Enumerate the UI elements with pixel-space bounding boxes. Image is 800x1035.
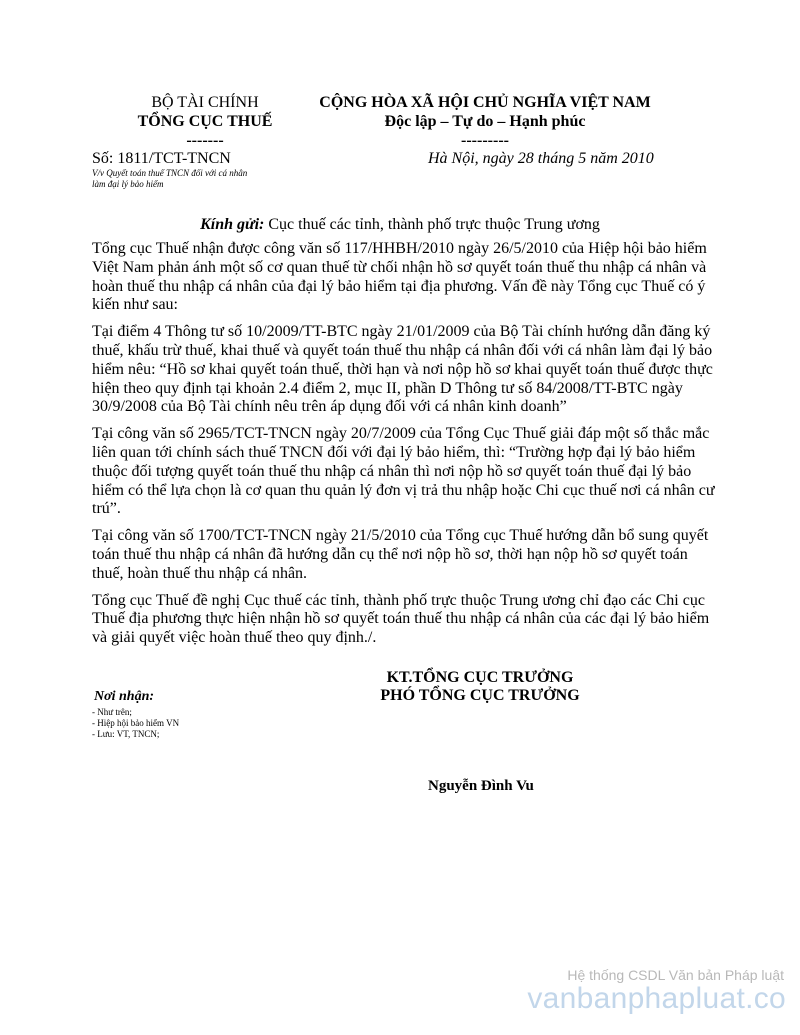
signature-title-line: KT.TỔNG CỤC TRƯỞNG [386,669,574,686]
signature-title-block [380,669,580,705]
subject-line: V/v Quyết toán thuế TNCN đối với cá nhân [92,168,248,178]
body-paragraph: Tại điểm 4 Thông tư số 10/2009/TT-BTC ngày 21/01/2009 của Bộ Tài chính hướng dẫn đăng ký thuế, khấu trừ thuế, khai thuế và quyết toán thuế thu nhập cá nhân đối với cá nhân làm đại lý bảo hiểm nêu: “Hồ sơ khai quyết toán thuế, thời hạn và nơi nộp hồ sơ khai quyết toán thuế được thực hiện theo quy định tại khoản 2.4 điểm 2, mục II, phần D Thông tư số 84/2008/TT-BTC ngày 30/9/2008 của Bộ Tài chính nêu trên áp dụng đối với cá nhân kinh doanh” [92,323,713,416]
document-subject [92,168,292,190]
greeting-text: Cục thuế các tỉnh, thành phố trực thuộc Trung ương [264,216,600,233]
ministry-name: BỘ TÀI CHÍNH [151,94,259,111]
greeting-label: Kính gửi: [200,216,265,233]
document-body [92,240,720,656]
body-paragraph: Tổng cục Thuế nhận được công văn số 117/HHBH/2010 ngày 26/5/2010 của Hiệp hội bảo hiểm Việt Nam phản ánh một số cơ quan thuế từ chối nhận hồ sơ quyết toán thuế thu nhập cá nhân và hoàn thuế thu nhập cá nhân của đại lý bảo hiểm tại địa phương. Vấn đề này Tổng cục Thuế có ý kiến như sau: [92,240,707,314]
right-divider: --------- [461,132,509,149]
place-date: Hà Nội, ngày 28 tháng 5 năm 2010 [428,150,654,167]
department-name: TỔNG CỤC THUẾ [137,113,273,130]
document-number: Số: 1811/TCT-TNCN [92,150,231,167]
signer-name: Nguyễn Đình Vu [428,778,534,794]
national-header-block [300,93,670,150]
recipient-item: - Lưu: VT, TNCN; [92,729,160,739]
left-divider: ------- [186,132,224,149]
greeting-line [92,216,708,234]
recipients-list [92,707,179,740]
issuing-agency-block [110,93,300,150]
body-paragraph: Tại công văn số 2965/TCT-TNCN ngày 20/7/2009 của Tổng Cục Thuế giải đáp một số thắc mắc liên quan tới chính sách thuế TNCN đối với đại lý bảo hiểm, thì: “Trường hợp đại lý bảo hiểm thuộc đối tượng quyết toán thuế thu nhập cá nhân thì nơi nộp hồ sơ quyết toán thuế đại lý bảo hiểm có thể lựa chọn là cơ quan thu quản lý đơn vị trả thu nhập hoặc Chi cục thuế nơi cá nhân cư trú”. [92,425,715,518]
body-paragraph: Tổng cục Thuế đề nghị Cục thuế các tỉnh, thành phố trực thuộc Trung ương chỉ đạo các Chi cục Thuế địa phương thực hiện nhận hồ sơ quyết toán thuế thu nhập cá nhân của các đại lý bảo hiểm và giải quyết việc hoàn thuế theo quy định./. [92,591,710,647]
recipient-item: - Như trên; [92,707,132,717]
watermark-caption: Hệ thống CSDL Văn bản Pháp luật [567,967,784,983]
national-motto: Độc lập – Tự do – Hạnh phúc [384,113,586,130]
signature-title-line: PHÓ TỔNG CỤC TRƯỞNG [380,687,580,704]
recipients-title: Nơi nhận: [94,689,155,704]
body-paragraph: Tại công văn số 1700/TCT-TNCN ngày 21/5/2010 của Tổng cục Thuế hướng dẫn bổ sung quyết toán thuế thu nhập cá nhân đã hướng dẫn cụ thể nơi nộp hồ sơ, thời hạn nộp hồ sơ quyết toán thuế, hoàn thuế thu nhập cá nhân. [92,527,709,582]
recipient-item: - Hiệp hội bảo hiểm VN [92,718,180,728]
subject-line: làm đại lý bảo hiểm [92,179,164,189]
country-name: CỘNG HÒA XÃ HỘI CHỦ NGHĨA VIỆT NAM [319,94,651,111]
watermark-site: vanbanphapluat.co [527,982,786,1015]
